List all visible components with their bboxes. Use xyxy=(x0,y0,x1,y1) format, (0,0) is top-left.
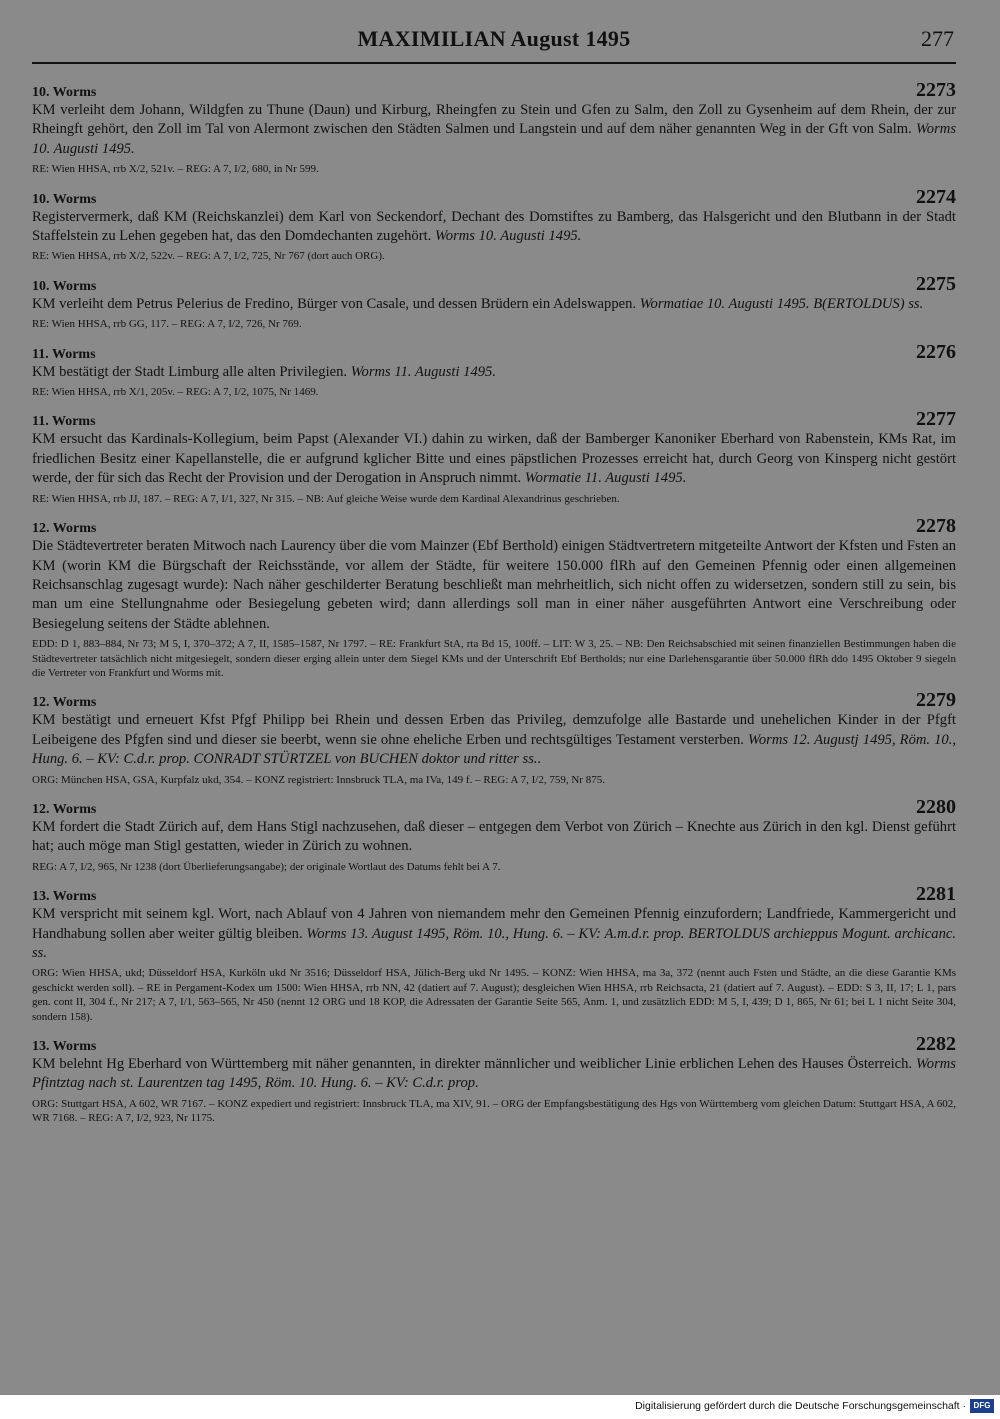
entry-number: 2282 xyxy=(916,1033,956,1056)
entry-list xyxy=(32,79,957,1138)
entry-dating-clause: Worms 13. August 1495, Röm. 10., Hung. 6. – KV: A.m.d.r. prop. BERTOLDUS archieppus Mogunt. archicanc. ss. xyxy=(32,925,957,961)
entry-number: 2281 xyxy=(916,883,956,906)
entry-number: 2276 xyxy=(916,340,956,363)
entry-number: 2275 xyxy=(916,272,956,295)
regest-entry xyxy=(32,272,956,332)
regest-entry xyxy=(32,795,956,874)
entry-body: KM verspricht mit seinem kgl. Wort, nach Ablauf von 4 Jahren von niemandem mehr den Gemeinen Pfennig einzufordern; Landfriede, Kammergericht und Handhabung sollen aber weiter gültig bleiben. xyxy=(32,906,956,942)
entry-heading xyxy=(32,185,956,208)
entry-apparatus: RE: Wien HHSA, rrb X/2, 522v. – REG: A 7, I/2, 725, Nr 767 (dort auch ORG). xyxy=(32,250,385,263)
entry-date: 12. Worms xyxy=(32,521,97,537)
entry-heading xyxy=(32,272,956,295)
footer-bar xyxy=(0,1395,1000,1419)
entry-body: KM bestätigt und erneuert Kfst Pfgf Philipp bei Rhein und dessen Erben das Privileg, demzufolge alle Bastarde und unehelichen Kinder in der Pfgft Leibeigene des Pfgfen sind und dieser sie beerbt, wenn sie ohne eheliche Erben und rechtsgültiges Testament versterben. xyxy=(32,712,956,748)
entry-dating-clause: Worms 12. Augustj 1495, Röm. 10., Hung. 6. – KV: C.d.r. prop. CONRADT STÜRTZEL von BUCHEN doktor und ritter ss.. xyxy=(32,731,957,768)
entry-body: KM verleiht dem Petrus Pelerius de Fredino, Bürger von Casale, und dessen Brüdern ein Adelswappen. xyxy=(32,295,637,312)
entry-text xyxy=(32,430,956,488)
entry-apparatus: ORG: Wien HHSA, ukd; Düsseldorf HSA, Kurköln ukd Nr 3516; Düsseldorf HSA, Jülich-Berg ukd Nr 1495. – KONZ: Wien HHSA, ma 3a, 372 (nennt auch Fsten und Städte, an die diese Garantie KMs geschickt werden soll). – RE in Pergament-Kodex um 1500: Wien HHSA, rrb NN, 42 (datiert auf 7. August); desgleichen Wien HHSA, rrb Reichsacta, 21 (datiert auf 7. August). – EDD: S 3, II, 17; L 1, pars gen. cont II, 304 f., Nr 217; A 7, I/1, 563–565, Nr 450 (nennt 12 ORG und 18 KOP, die Adressaten der Garantie Seite 565, Anm. 1, und zusätzlich EDD: M 5, I, 439; D 1, 865, Nr 61; bei L 1 nicht Seite 304, sondern 158). xyxy=(32,967,956,1023)
entry-body: KM bestätigt der Stadt Limburg alle alten Privilegien. xyxy=(32,363,348,380)
entry-heading xyxy=(32,515,956,538)
page-title: MAXIMILIAN August 1495 xyxy=(357,26,631,51)
regest-entry xyxy=(32,689,957,787)
entry-apparatus: RE: Wien HHSA, rrb X/2, 521v. – REG: A 7, I/2, 680, in Nr 599. xyxy=(32,163,319,176)
entry-date: 11. Worms xyxy=(32,346,96,362)
regest-entry xyxy=(32,883,957,1024)
entry-dating-clause: Worms 10. Augusti 1495. xyxy=(32,121,956,157)
entry-apparatus: REG: A 7, I/2, 965, Nr 1238 (dort Überlieferungsangabe); der originale Wortlaut des Datums fehlt bei A 7. xyxy=(32,860,501,873)
entry-apparatus: EDD: D 1, 883–884, Nr 73; M 5, I, 370–372; A 7, II, 1585–1587, Nr 1797. – RE: Frankfurt StA, rta Bd 15, 100ff. – LIT: W 3, 25. – NB: Den Reichsabschied mit seinen finanziellen Bestimmungen haben die Städtevertreter tatsächlich nicht mitgesiegelt, sondern dieser erging allein unter dem Siegel KMs und der Unterschrift Ebf Bertholds; nur eine Darlehensgarantie über 50.000 flRh ddo 1495 Oktober 9 siegeln die Vertreter von Frankfurt und Worms mit. xyxy=(32,638,956,679)
regest-entry xyxy=(32,340,956,400)
entry-date: 11. Worms xyxy=(32,414,96,430)
entry-dating-clause: Worms Pfintztag nach st. Laurentzen tag 1495, Röm. 10. Hung. 6. – KV: C.d.r. prop. xyxy=(32,1056,956,1092)
entry-body: KM verleiht dem Johann, Wildgfen zu Thune (Daun) und Kirburg, Rheingfen zu Stein und Gfen zu Salm, den Zoll zu Gysenheim auf dem Rhein, der zur Rheingft gehört, den Zoll im Tal von Alermont zwischen den Städten Salmen und Langstein und auf dem näher genannten Weg in der Gft von Salm. xyxy=(32,102,956,138)
entry-text xyxy=(32,905,956,963)
entry-body: Registervermerk, daß KM (Reichskanzlei) dem Karl von Seckendorf, Dechant des Domstiftes zu Bamberg, das Halsgericht und den Blutbann in der Stadt Staffelstein zu Lehen gegeben hat, das den Domdechanten zugehört. xyxy=(32,208,956,245)
entry-body: Die Städtevertreter beraten Mitwoch nach Laurency über die vom Mainzer (Ebf Berthold) einigen Städtvertretern mitgeteilte Antwort der Kfsten und Fsten an KM (worin KM die Bürgschaft der Reichsstände, vor allem der Städte, für weitere 150.000 flRh auf den Gemeinen Pfennig oder einen allgemeinen Reichsanschlag zugesagt wurde): Nach näher geschilderter Beratung beschließt man mehrheitlich, sich nicht offen zu widersetzen, sondern still zu sein, bis man um eine Stellungnahme oder Besiegelung gebeten wird; dann allerdings soll man in einer näher ausgeführten Antwort eine Verschreibung oder Besiegelung seitens der Städte ablehnen. xyxy=(32,538,956,632)
entry-dating-clause: Wormatiae 10. Augusti 1495. B(ERTOLDUS) ss. xyxy=(639,295,924,312)
entry-body: KM ersucht das Kardinals-Kollegium, beim Papst (Alexander VI.) dahin zu wirken, daß der Bamberger Kanoniker Eberhard von Rabenstein, KMs Rat, im friedlichen Besitz einer Kapellanstelle, die er aufgrund kglicher Bitte und eines päpstlichen Prozesses erreicht hat, durch Georg von Kinsperg nicht gestört werde, der für sich das Recht der Provision und der Derogation in Anspruch nimmt. xyxy=(32,431,956,487)
entry-date: 10. Worms xyxy=(32,85,97,100)
entry-heading xyxy=(32,689,956,712)
entry-number: 2273 xyxy=(916,79,956,101)
entry-apparatus: RE: Wien HHSA, rrb JJ, 187. – REG: A 7, I/1, 327, Nr 315. – NB: Auf gleiche Weise wurde dem Kardinal Alexandrinus geschrieben. xyxy=(32,492,620,505)
entry-body: KM fordert die Stadt Zürich auf, dem Hans Stigl nachzusehen, daß dieser – entgegen dem Verbot von Zürich – Knechte aus Zürich in den kgl. Dienst geführt hat; auch möge man Stigl gestatten, wieder in Zürich zu wohnen. xyxy=(32,818,956,855)
entry-text xyxy=(32,101,956,159)
entry-dating-clause: Wormatie 11. Augusti 1495. xyxy=(524,470,687,487)
entry-date: 12. Worms xyxy=(32,801,97,817)
entry-text xyxy=(32,295,956,314)
entry-apparatus: ORG: Stuttgart HSA, A 602, WR 7167. – KONZ expediert und registriert: Innsbruck TLA, ma XIV, 91. – ORG der Empfangsbestätigung des Hgs von Württemberg vom gleichen Datum: Stuttgart HSA, A 602, WR 7168. – REG: A 7, I/2, 923, Nr 1175. xyxy=(32,1097,956,1125)
page-header xyxy=(32,22,956,64)
entry-number: 2274 xyxy=(916,185,956,208)
regest-entry xyxy=(32,185,956,264)
entry-date: 13. Worms xyxy=(32,889,97,905)
entry-text xyxy=(32,363,956,382)
regest-entry xyxy=(32,408,956,506)
entry-number: 2277 xyxy=(916,408,956,431)
regest-entry xyxy=(32,1033,956,1126)
entry-text xyxy=(32,537,956,634)
regest-entry xyxy=(32,79,956,177)
entry-date: 12. Worms xyxy=(32,695,97,711)
entry-text xyxy=(32,208,956,247)
entry-number: 2280 xyxy=(916,795,956,818)
entry-date: 10. Worms xyxy=(32,191,97,207)
entry-apparatus: RE: Wien HHSA, rrb GG, 117. – REG: A 7, I/2, 726, Nr 769. xyxy=(32,318,302,331)
entry-heading xyxy=(32,795,956,818)
entry-number: 2278 xyxy=(916,515,956,538)
entry-number: 2279 xyxy=(916,689,956,712)
entry-date: 10. Worms xyxy=(32,278,97,294)
entry-heading xyxy=(32,408,956,431)
entry-text xyxy=(32,818,956,857)
entry-apparatus: RE: Wien HHSA, rrb X/1, 205v. – REG: A 7, I/2, 1075, Nr 1469. xyxy=(32,386,319,399)
page-number: 277 xyxy=(921,26,954,51)
footer-credit: Digitalisierung gefördert durch die Deutsche Forschungsgemeinschaft · xyxy=(635,1400,966,1412)
entry-heading xyxy=(32,883,956,906)
entry-heading xyxy=(32,79,956,101)
regest-entry xyxy=(32,515,956,680)
entry-body: KM belehnt Hg Eberhard von Württemberg mit näher genannten, in direkter männlicher und weiblicher Linie erblichen Lehen des Hauses Österreich. xyxy=(32,1056,913,1073)
entry-dating-clause: Worms 11. Augusti 1495. xyxy=(350,363,496,380)
entry-text xyxy=(32,711,956,769)
dfg-logo-icon: DFG xyxy=(970,1399,994,1413)
entry-text xyxy=(32,1055,956,1094)
entry-heading xyxy=(32,1033,956,1056)
entry-dating-clause: Worms 10. Augusti 1495. xyxy=(434,228,582,245)
entry-apparatus: ORG: München HSA, GSA, Kurpfalz ukd, 354. – KONZ registriert: Innsbruck TLA, ma IVa, 149 f. – REG: A 7, I/2, 759, Nr 875. xyxy=(32,773,605,786)
entry-heading xyxy=(32,340,956,363)
entry-date: 13. Worms xyxy=(32,1039,97,1055)
